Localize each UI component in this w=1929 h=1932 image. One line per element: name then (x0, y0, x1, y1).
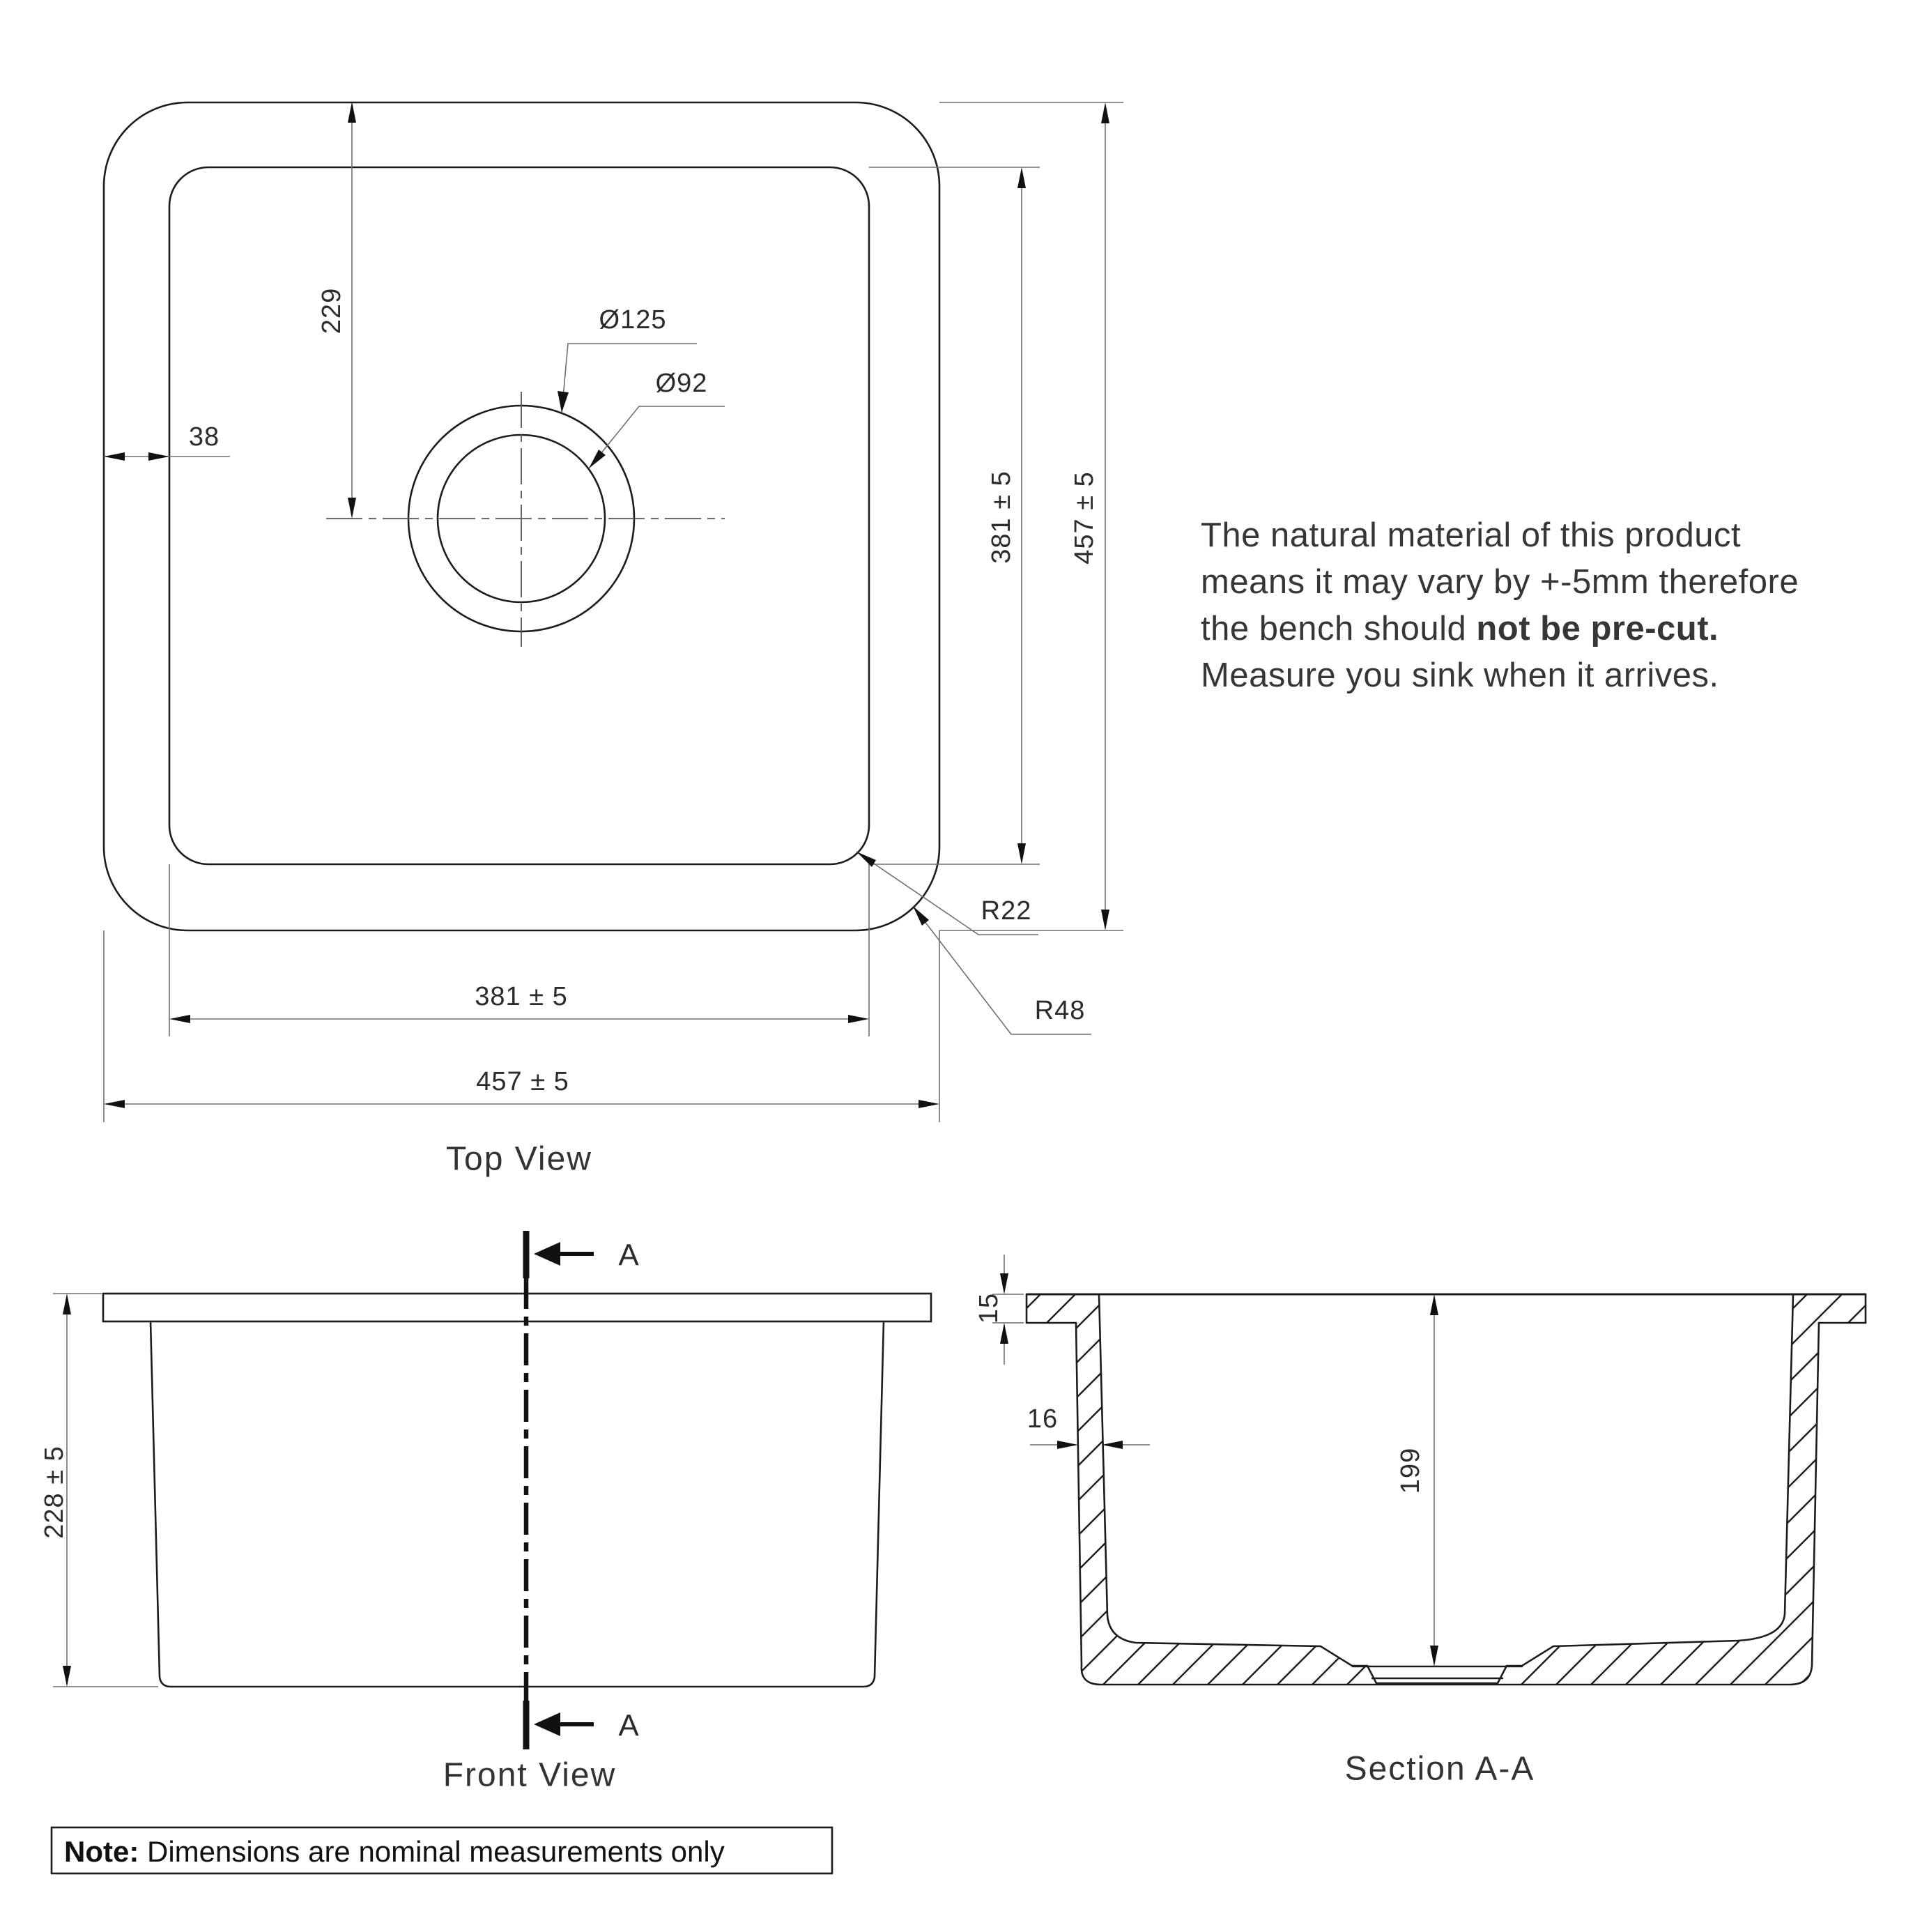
leader-drain-inner (589, 369, 725, 468)
dim-199 (1396, 1294, 1438, 1666)
dim-label-r48: R48 (1034, 996, 1086, 1025)
front-view-title: Front View (443, 1756, 617, 1794)
section-view-title: Section A-A (1344, 1750, 1535, 1788)
section-view (974, 1255, 1866, 1788)
dim-label-drain-inner: Ø92 (655, 369, 708, 398)
dim-381-bottom (169, 864, 869, 1036)
note-box (52, 1827, 832, 1873)
dim-label-228: 228 ± 5 (40, 1446, 69, 1539)
material-note-paragraph (1201, 516, 1799, 694)
paragraph-line-3-regular: the bench should (1201, 610, 1477, 647)
dim-label-r22: R22 (981, 896, 1032, 926)
dim-228 (40, 1294, 158, 1687)
sink-bowl-inner-outline (169, 167, 869, 864)
dim-label-38: 38 (188, 422, 220, 452)
top-view-title: Top View (446, 1140, 592, 1178)
dim-label-381-bottom: 381 ± 5 (475, 982, 568, 1011)
dim-38 (104, 422, 230, 461)
paragraph-line-2: means it may vary by +-5mm therefore (1201, 563, 1799, 601)
note-prefix: Note: (64, 1834, 139, 1868)
front-rim-outline (103, 1294, 931, 1321)
dim-label-drain-outer: Ø125 (599, 305, 667, 335)
dim-15 (974, 1255, 1024, 1365)
section-marker-a-bottom: A (618, 1708, 639, 1743)
dim-381-right (869, 167, 1040, 864)
dim-label-381-right: 381 ± 5 (987, 470, 1016, 564)
dim-label-199: 199 (1396, 1447, 1425, 1494)
paragraph-line-1: The natural material of this product (1201, 516, 1742, 554)
paragraph-line-4: Measure you sink when it arrives. (1201, 657, 1719, 694)
paragraph-line-3-bold: not be pre-cut. (1476, 610, 1719, 647)
note-body: Dimensions are nominal measurements only (139, 1834, 725, 1868)
dim-label-16: 16 (1027, 1404, 1059, 1434)
front-bowl-outline (151, 1321, 884, 1687)
dim-label-15: 15 (974, 1292, 1004, 1324)
dim-label-457-bottom: 457 ± 5 (476, 1067, 569, 1096)
dim-457-bottom (104, 930, 939, 1122)
top-view (104, 102, 1123, 1178)
section-cutting-line (526, 1231, 639, 1749)
dim-label-457-right: 457 ± 5 (1070, 471, 1099, 565)
section-material (1027, 1294, 1866, 1685)
front-view (40, 1231, 931, 1794)
section-marker-a-top: A (618, 1238, 639, 1273)
dim-457-right (939, 102, 1123, 930)
paragraph-line-3 (1201, 610, 1719, 647)
dim-label-229: 229 (317, 287, 346, 335)
dim-229 (317, 102, 356, 519)
note-text (64, 1835, 725, 1868)
